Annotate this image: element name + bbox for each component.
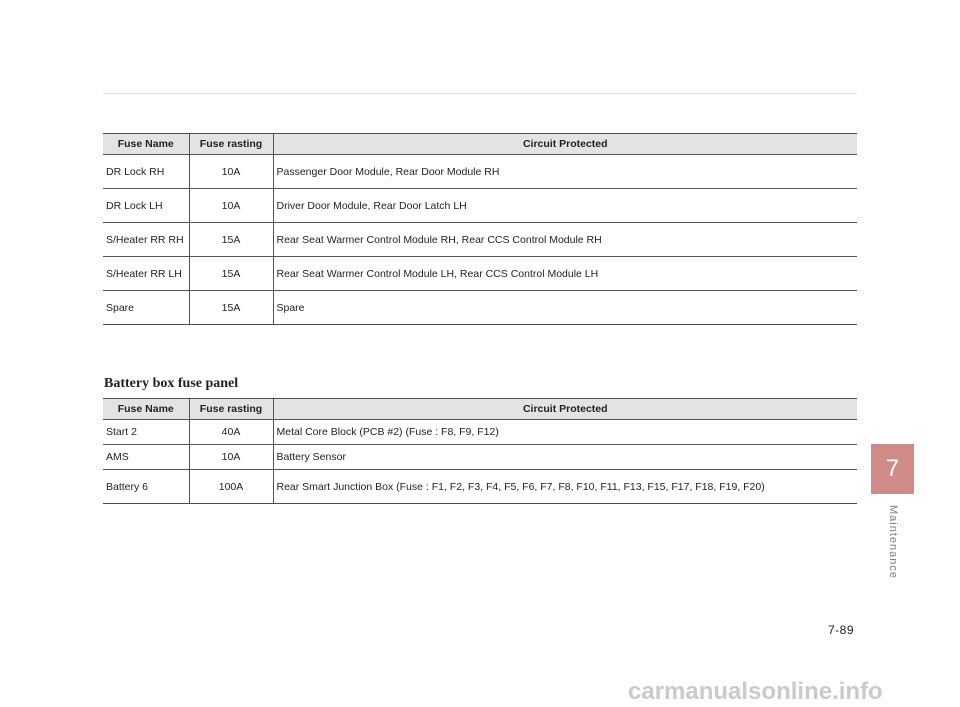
fuse-name-cell: DR Lock RH <box>103 155 189 189</box>
table-row <box>103 291 857 325</box>
fuse-name-cell: DR Lock LH <box>103 189 189 223</box>
fuse-rating-cell: 15A <box>189 291 273 325</box>
circuit-cell: Driver Door Module, Rear Door Latch LH <box>273 189 857 223</box>
column-header-fuse-rating: Fuse rasting <box>189 134 273 155</box>
circuit-cell: Rear Smart Junction Box (Fuse : F1, F2, F3, F4, F5, F6, F7, F8, F10, F11, F13, F15, F17, F18, F19, F20) <box>273 470 857 504</box>
fuse-name-cell: Spare <box>103 291 189 325</box>
column-header-circuit: Circuit Protected <box>273 399 857 420</box>
fuse-rating-cell: 15A <box>189 257 273 291</box>
table-row <box>103 155 857 189</box>
fuse-name-cell: S/Heater RR LH <box>103 257 189 291</box>
table-header-row <box>103 134 857 155</box>
chapter-title: Maintenance <box>887 505 899 579</box>
circuit-cell: Rear Seat Warmer Control Module LH, Rear CCS Control Module LH <box>273 257 857 291</box>
fuse-rating-cell: 10A <box>189 445 273 470</box>
section-heading: Battery box fuse panel <box>104 376 239 391</box>
fuse-rating-cell: 100A <box>189 470 273 504</box>
table-row <box>103 445 857 470</box>
table-row <box>103 257 857 291</box>
column-header-fuse-name: Fuse Name <box>103 134 189 155</box>
table-row <box>103 470 857 504</box>
fuse-name-cell: Battery 6 <box>103 470 189 504</box>
chapter-tab: 7 <box>871 444 914 494</box>
table-row <box>103 223 857 257</box>
table-row <box>103 189 857 223</box>
circuit-cell: Battery Sensor <box>273 445 857 470</box>
table-header-row <box>103 399 857 420</box>
circuit-cell: Metal Core Block (PCB #2) (Fuse : F8, F9, F12) <box>273 420 857 445</box>
watermark: carmanualsonline.info <box>628 678 883 705</box>
page-number: 7-89 <box>828 623 855 637</box>
fuse-table-2 <box>103 398 857 504</box>
top-divider <box>103 93 857 94</box>
fuse-name-cell: S/Heater RR RH <box>103 223 189 257</box>
fuse-rating-cell: 10A <box>189 189 273 223</box>
circuit-cell: Spare <box>273 291 857 325</box>
circuit-cell: Passenger Door Module, Rear Door Module RH <box>273 155 857 189</box>
fuse-table-1 <box>103 133 857 325</box>
column-header-circuit: Circuit Protected <box>273 134 857 155</box>
column-header-fuse-name: Fuse Name <box>103 399 189 420</box>
fuse-rating-cell: 40A <box>189 420 273 445</box>
fuse-name-cell: Start 2 <box>103 420 189 445</box>
table-row <box>103 420 857 445</box>
circuit-cell: Rear Seat Warmer Control Module RH, Rear CCS Control Module RH <box>273 223 857 257</box>
fuse-rating-cell: 10A <box>189 155 273 189</box>
fuse-rating-cell: 15A <box>189 223 273 257</box>
fuse-name-cell: AMS <box>103 445 189 470</box>
column-header-fuse-rating: Fuse rasting <box>189 399 273 420</box>
